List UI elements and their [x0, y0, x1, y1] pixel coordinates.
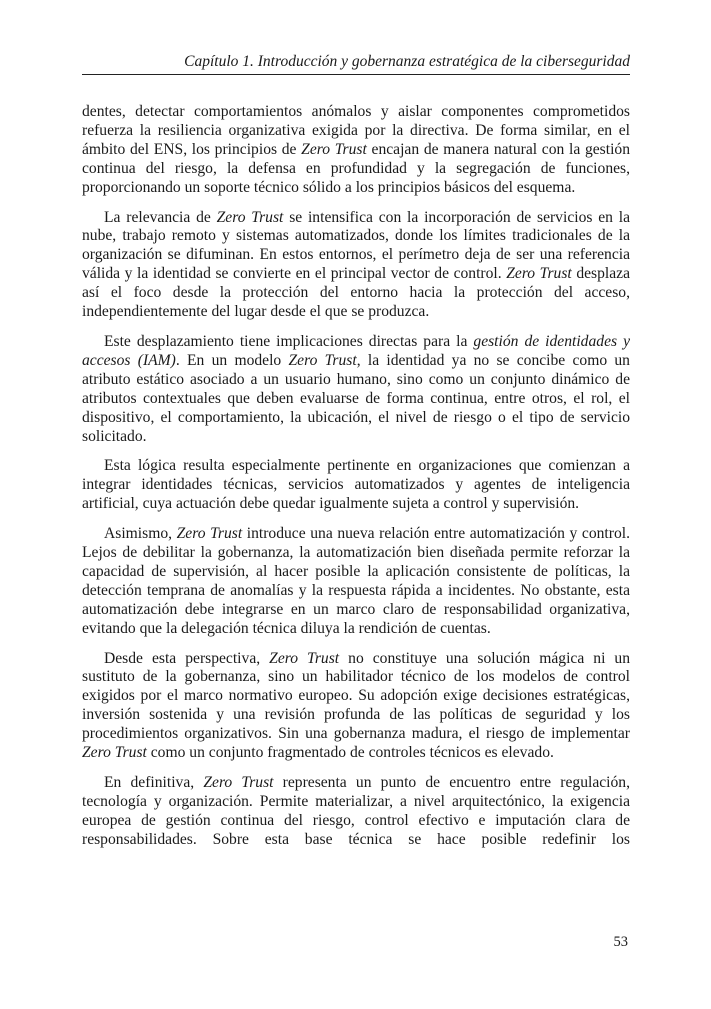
- italic-term: Zero Trust: [288, 351, 357, 369]
- italic-term: Zero Trust: [216, 208, 284, 226]
- paragraph: [82, 525, 630, 638]
- italic-term: Zero Trust: [203, 774, 274, 791]
- italic-term: Zero Trust: [82, 744, 147, 762]
- text-run: representa un punto de encuentro entre regulación, tecnología y organización. Permite materializar, a nivel arquitectónico, la exigencia europea de gestión continua del riesgo, control efectivo e imputación clara de responsabilidades. Sobre esta base técnica se hace posible redefinir los: [82, 774, 630, 848]
- paragraph: [82, 333, 630, 446]
- text-run: , la identidad ya no se concibe como un atributo estático asociado a un usuario humano, sino como un conjunto dinámico de atributos contextuales que deben evaluarse de forma continua, entre otros, el rol, el dispositivo, el comportamiento, la ubicación, el nivel de riesgo o el tipo de servicio solicitado.: [82, 351, 630, 445]
- paragraph: [82, 103, 630, 198]
- text-run: Este desplazamiento tiene implicaciones directas para la: [104, 332, 474, 350]
- italic-term: Zero Trust: [176, 525, 243, 543]
- text-run: no constituye una solución mágica ni un sustituto de la gobernanza, sino un habilitador técnico de los modelos de control exigidos por el marco normativo europeo. Su adopción exige decisiones estratégicas, inversión sostenida y una revisión profunda de las políticas de seguridad y los procedimientos organizativos. Sin una gobernanza madura, el riesgo de implementar: [82, 649, 631, 743]
- text-run: . En un modelo: [175, 351, 289, 369]
- paragraph: [82, 457, 630, 514]
- text-run: dentes, detectar comportamientos anómalos y aislar componentes comprometidos refuerza la resiliencia organizativa exigida por la directiva. De forma similar, en el ámbito del ENS, los principios de: [82, 103, 630, 158]
- paragraph: [82, 209, 630, 322]
- text-run: encajan de manera natural con la gestión continua del riesgo, la defensa en profundidad y la segregación de funciones, proporcionando un soporte técnico sólido a los principios básicos del esquema.: [82, 140, 630, 196]
- text-run: Desde esta perspectiva,: [104, 649, 270, 667]
- paragraph: [82, 774, 630, 850]
- paragraph: [82, 650, 630, 763]
- italic-term: Zero Trust: [301, 140, 367, 158]
- page-number: 53: [613, 934, 628, 950]
- text-run: se intensifica con la incorporación de servicios en la nube, trabajo remoto y sistemas automatizados, donde los límites tradicionales de la organización se difuminan. En estos entornos, el perímetro deja de ser una referencia válida y la identidad se convierte en el principal vector de control.: [82, 208, 631, 283]
- body-text: [82, 103, 630, 861]
- text-run: introduce una nueva relación entre automatización y control. Lejos de debilitar la gobernanza, la automatización bien diseñada permite reforzar la capacidad de supervisión, al hacer posible la aplicación consistente de políticas, la detección temprana de anomalías y la respuesta rápida a incidentes. No obstante, esta automatización debe integrarse en un marco claro de responsabilidad organizativa, evitando que la delegación técnica diluya la rendición de cuentas.: [82, 525, 630, 637]
- italic-term: Zero Trust: [506, 265, 572, 283]
- text-run: La relevancia de: [104, 208, 217, 226]
- text-run: En definitiva,: [104, 774, 204, 791]
- text-run: como un conjunto fragmentado de controles técnicos es elevado.: [146, 744, 554, 762]
- italic-term: Zero Trust: [269, 649, 340, 667]
- text-run: desplaza así el foco desde la protección del entorno hacia la protección del acceso, independientemente del lugar desde el que se produzca.: [82, 265, 631, 321]
- running-header: Capítulo 1. Introducción y gobernanza estratégica de la ciberseguridad: [82, 52, 630, 75]
- text-run: Esta lógica resulta especialmente pertinente en organizaciones que comienzan a integrar identidades técnicas, servicios automatizados y agentes de inteligencia artificial, cuya actuación debe quedar igualmente sujeta a control y supervisión.: [82, 457, 630, 513]
- italic-term: gestión de identidades y accesos (IAM): [82, 332, 630, 369]
- text-run: Asimismo,: [104, 525, 177, 543]
